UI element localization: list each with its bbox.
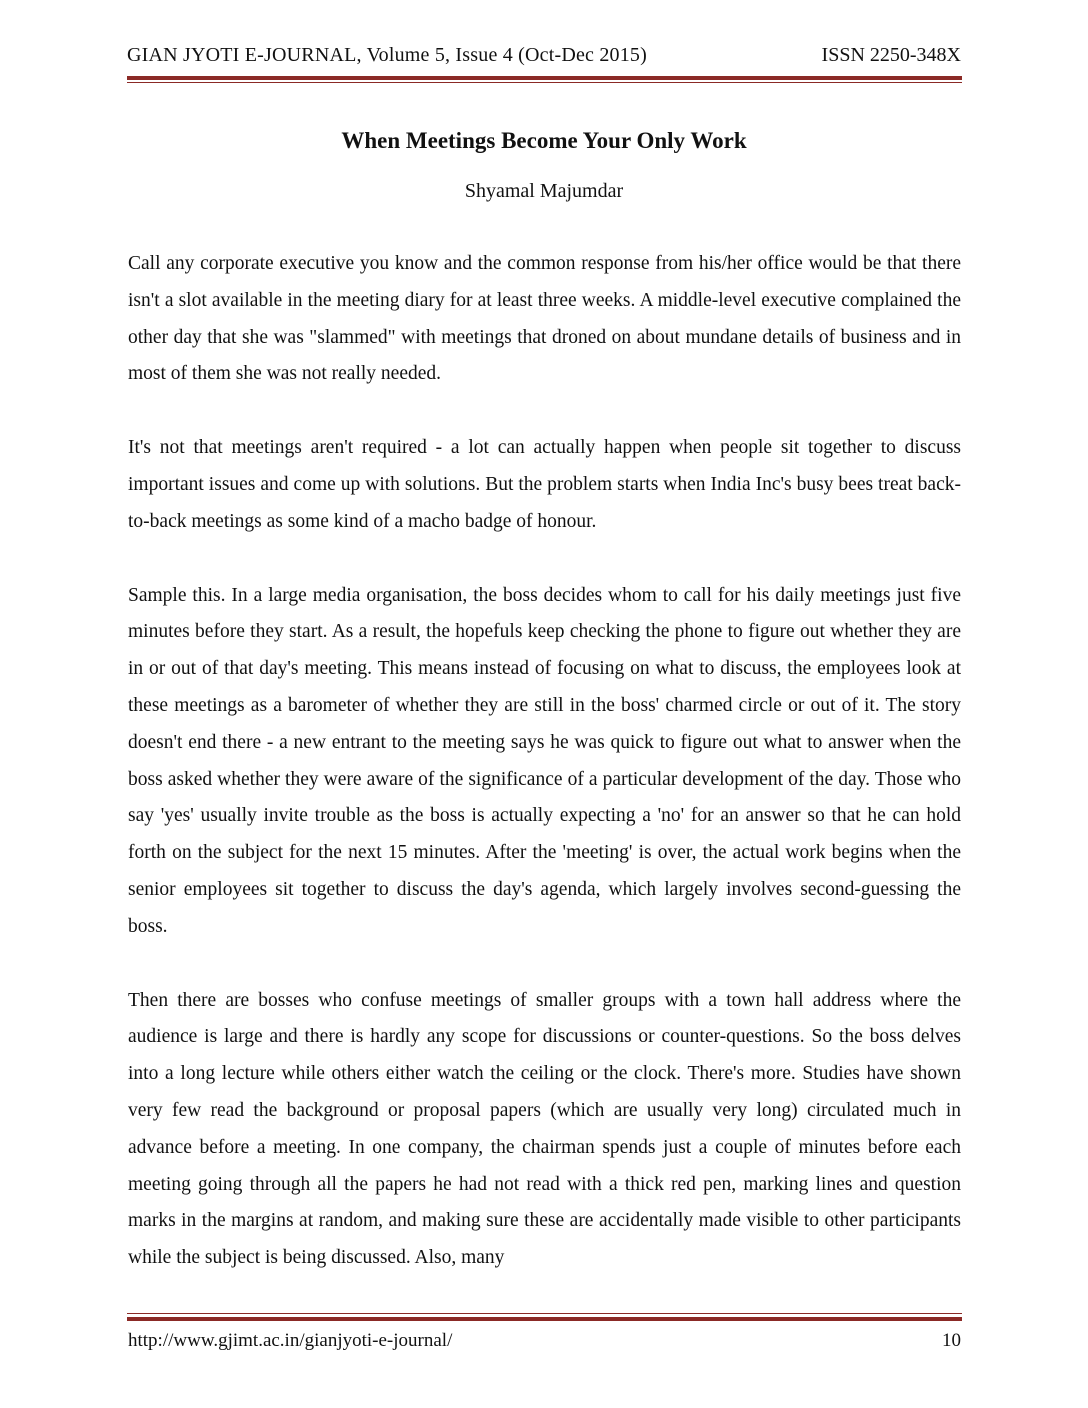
header-rule-thin: [127, 82, 962, 83]
issn-label: ISSN 2250-348X: [821, 44, 961, 66]
footer-rule-thin: [127, 1313, 962, 1314]
article-body: [128, 246, 961, 1314]
footer-rule-thick: [127, 1317, 962, 1321]
page-number: 10: [942, 1330, 961, 1351]
journal-url-link[interactable]: http://www.gjimt.ac.in/gianjyoti-e-journal/: [128, 1330, 453, 1351]
paragraph-2: It's not that meetings aren't required - a lot can actually happen when people sit together to discuss important issues and come up with solutions. But the problem starts when India Inc's busy bees treat back-to-back meetings as some kind of a macho badge of honour.: [128, 437, 961, 532]
paragraph-1: Call any corporate executive you know and the common response from his/her office would be that there isn't a slot available in the meeting diary for at least three weeks. A middle-level executive complained the other day that she was "slammed" with meetings that droned on about mundane details of business and in most of them she was not really needed.: [128, 253, 961, 385]
header-rule-thick: [127, 76, 962, 80]
journal-citation: GIAN JYOTI E-JOURNAL, Volume 5, Issue 4 (Oct-Dec 2015): [127, 44, 647, 66]
article-author: Shyamal Majumdar: [464, 180, 624, 202]
running-header: [127, 44, 961, 74]
paragraph-3: Sample this. In a large media organisation, the boss decides whom to call for his daily meetings just five minutes before they start. As a result, the hopefuls keep checking the phone to figure out whether they are in or out of that day's meeting. This means instead of focusing on what to discuss, the employees look at these meetings as a barometer of whether they are still in the boss' charmed circle or out of it. The story doesn't end there - a new entrant to the meeting says he was quick to figure out what to answer when the boss asked whether they were aware of the significance of a particular development of the day. Those who say 'yes' usually invite trouble as the boss is actually expecting a 'no' for an answer so that he can hold forth on the subject for the next 15 minutes. After the 'meeting' is over, the actual work begins when the senior employees sit together to discuss the day's agenda, which largely involves second-guessing the boss.: [128, 584, 961, 937]
paragraph-4: Then there are bosses who confuse meetings of smaller groups with a town hall address where the audience is large and there is hardly any scope for discussions or counter-questions. So the boss delves into a long lecture while others either watch the ceiling or the clock. There's more. Studies have shown very few read the background or proposal papers (which are usually very long) circulated much in advance before a meeting. In one company, the chairman spends just a couple of minutes before each meeting going through all the papers he had not read with a thick red pen, marking lines and question marks in the margins at random, and making sure these are accidentally made visible to other participants while the subject is being discussed. Also, many: [128, 989, 961, 1269]
article-title: When Meetings Become Your Only Work: [341, 128, 747, 153]
